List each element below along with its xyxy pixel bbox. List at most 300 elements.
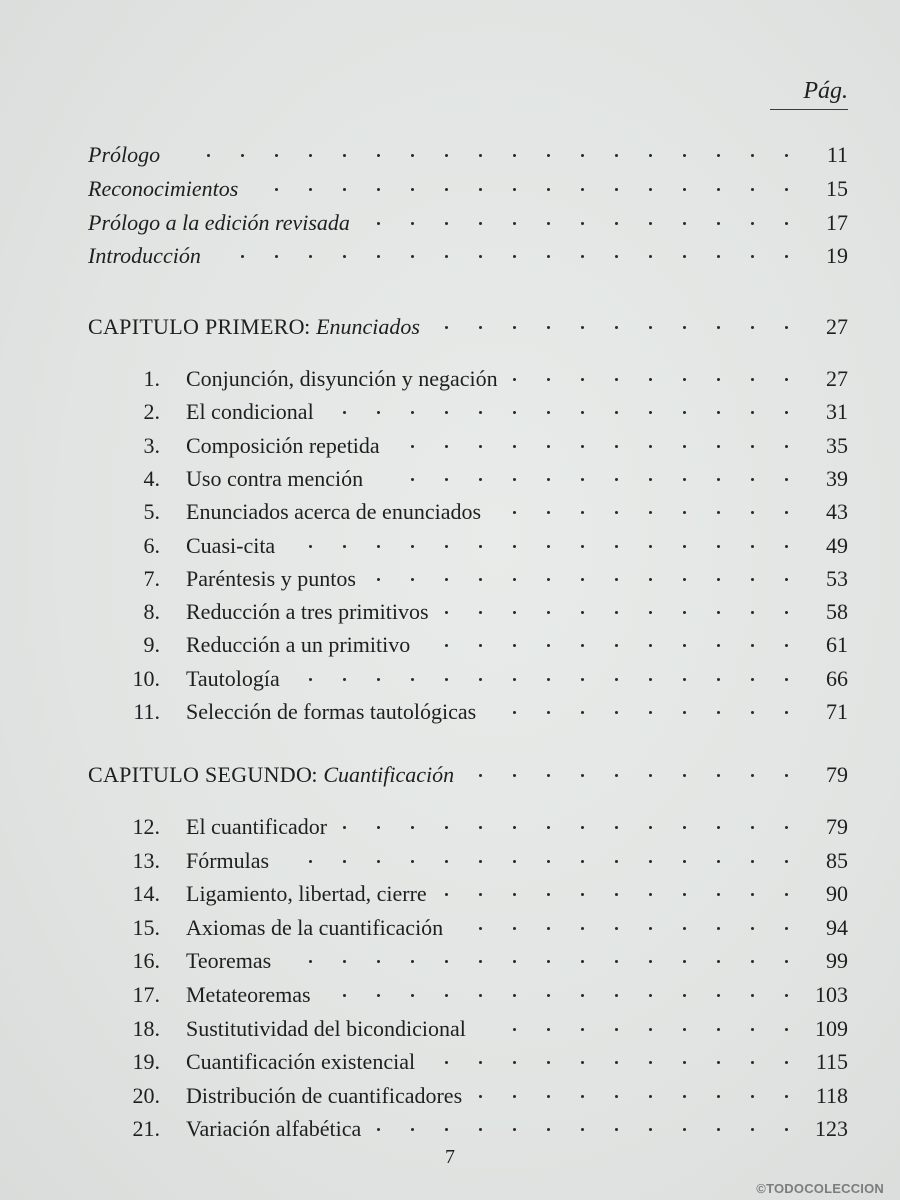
leader-dot: [411, 960, 414, 963]
leader-dot: [547, 578, 550, 581]
leader-dot: [717, 478, 720, 481]
section-title: Teoremas: [186, 948, 272, 973]
leader-dot: [615, 326, 618, 329]
leader-dot: [649, 545, 652, 548]
dot-leader: [0, 664, 900, 694]
leader-dot: [649, 994, 652, 997]
leader-dot: [343, 411, 346, 414]
leader-dot: [785, 1061, 788, 1064]
section-entry[interactable]: [0, 946, 900, 976]
section-entry[interactable]: [0, 397, 900, 427]
leader-dot: [479, 188, 482, 191]
leader-dot: [547, 960, 550, 963]
leader-dot: [411, 1128, 414, 1131]
leader-dot: [513, 378, 516, 381]
leader-dot: [343, 960, 346, 963]
chapter-page: 27: [826, 314, 848, 339]
leader-dot: [547, 1128, 550, 1131]
leader-dot: [581, 927, 584, 930]
leader-dot: [547, 774, 550, 777]
leader-dot: [479, 545, 482, 548]
leader-dot: [717, 893, 720, 896]
leader-dot: [649, 578, 652, 581]
leader-dot: [479, 154, 482, 157]
leader-dot: [343, 860, 346, 863]
section-title: Selección de formas tautológicas: [186, 699, 477, 724]
dot-leader: [0, 1081, 900, 1111]
leader-dot: [649, 774, 652, 777]
section-page: 58: [826, 599, 848, 624]
leader-dot: [683, 826, 686, 829]
leader-dot: [547, 644, 550, 647]
toc-entry-title: Reconocimientos: [88, 176, 239, 201]
leader-dot: [445, 545, 448, 548]
leader-dot: [547, 1095, 550, 1098]
section-page: 61: [826, 632, 848, 657]
leader-dot: [785, 188, 788, 191]
leader-dot: [785, 478, 788, 481]
leader-dot: [649, 378, 652, 381]
dot-leader: [0, 174, 900, 204]
dot-leader: [0, 364, 900, 394]
chapter-colon: :: [304, 314, 311, 339]
leader-dot: [445, 644, 448, 647]
leader-dot: [785, 578, 788, 581]
leader-dot: [615, 255, 618, 258]
leader-dot: [513, 644, 516, 647]
leader-dot: [581, 326, 584, 329]
section-number: 6.: [143, 533, 160, 558]
section-title: El cuantificador: [186, 814, 328, 839]
toc-entry[interactable]: [0, 140, 900, 170]
leader-dot: [241, 154, 244, 157]
section-title: Ligamiento, libertad, cierre: [186, 881, 427, 906]
section-entry[interactable]: [0, 846, 900, 876]
leader-dot: [683, 994, 686, 997]
leader-dot: [445, 578, 448, 581]
leader-dot: [751, 960, 754, 963]
leader-dot: [207, 154, 210, 157]
dot-leader: [0, 140, 900, 170]
leader-dot: [479, 411, 482, 414]
leader-dot: [513, 927, 516, 930]
leader-dot: [717, 927, 720, 930]
section-title: Composición repetida: [186, 433, 380, 458]
leader-dot: [547, 255, 550, 258]
leader-dot: [649, 511, 652, 514]
dot-leader: [0, 531, 900, 561]
section-page: 71: [826, 699, 848, 724]
toc-entry[interactable]: [0, 174, 900, 204]
leader-dot: [445, 255, 448, 258]
section-page: 123: [815, 1116, 848, 1141]
page-column-header: Pág.: [770, 78, 848, 110]
leader-dot: [581, 860, 584, 863]
leader-dot: [343, 994, 346, 997]
leader-dot: [785, 678, 788, 681]
section-number: 20.: [132, 1083, 160, 1108]
chapter-colon: :: [311, 762, 318, 787]
leader-dot: [479, 927, 482, 930]
leader-dot: [343, 545, 346, 548]
section-title: Axiomas de la cuantificación: [186, 915, 444, 940]
leader-dot: [445, 611, 448, 614]
leader-dot: [581, 1095, 584, 1098]
leader-dot: [615, 445, 618, 448]
dot-leader: [0, 760, 900, 790]
leader-dot: [785, 994, 788, 997]
section-entry[interactable]: [0, 913, 900, 943]
leader-dot: [343, 255, 346, 258]
dot-leader: [0, 879, 900, 909]
leader-dot: [411, 578, 414, 581]
chapter-heading[interactable]: [0, 760, 900, 790]
dot-leader: [0, 630, 900, 660]
leader-dot: [615, 545, 618, 548]
section-title: Cuasi-cita: [186, 533, 276, 558]
leader-dot: [649, 711, 652, 714]
leader-dot: [309, 860, 312, 863]
leader-dot: [649, 1061, 652, 1064]
toc-entry-title: Prólogo: [88, 142, 161, 167]
leader-dot: [785, 1028, 788, 1031]
leader-dot: [377, 188, 380, 191]
leader-dot: [785, 960, 788, 963]
section-page: 103: [815, 982, 848, 1007]
leader-dot: [649, 960, 652, 963]
leader-dot: [513, 578, 516, 581]
section-entry[interactable]: [0, 697, 900, 727]
leader-dot: [649, 1095, 652, 1098]
section-number: 5.: [143, 499, 160, 524]
leader-dot: [683, 326, 686, 329]
leader-dot: [513, 545, 516, 548]
leader-dot: [683, 378, 686, 381]
toc-entry-page: 15: [826, 176, 848, 201]
leader-dot: [513, 1095, 516, 1098]
leader-dot: [377, 255, 380, 258]
section-entry[interactable]: [0, 597, 900, 627]
leader-dot: [581, 378, 584, 381]
dot-leader: [0, 980, 900, 1010]
leader-dot: [615, 154, 618, 157]
leader-dot: [751, 826, 754, 829]
leader-dot: [513, 511, 516, 514]
leader-dot: [717, 578, 720, 581]
leader-dot: [479, 644, 482, 647]
leader-dot: [377, 545, 380, 548]
leader-dot: [411, 678, 414, 681]
leader-dot: [615, 826, 618, 829]
leader-dot: [615, 222, 618, 225]
leader-dot: [377, 222, 380, 225]
leader-dot: [479, 578, 482, 581]
section-page: 35: [826, 433, 848, 458]
section-page: 118: [815, 1083, 848, 1108]
leader-dot: [547, 860, 550, 863]
leader-dot: [683, 774, 686, 777]
leader-dot: [649, 644, 652, 647]
leader-dot: [717, 255, 720, 258]
leader-dot: [513, 478, 516, 481]
section-page: 109: [815, 1016, 848, 1041]
leader-dot: [547, 1061, 550, 1064]
section-number: 1.: [143, 366, 160, 391]
section-title: Cuantificación existencial: [186, 1049, 416, 1074]
leader-dot: [513, 678, 516, 681]
leader-dot: [615, 711, 618, 714]
leader-dot: [615, 478, 618, 481]
section-entry[interactable]: [0, 1114, 900, 1144]
section-title: Variación alfabética: [186, 1116, 362, 1141]
section-entry[interactable]: [0, 364, 900, 394]
leader-dot: [717, 154, 720, 157]
leader-dot: [615, 411, 618, 414]
leader-dot: [649, 678, 652, 681]
leader-dot: [309, 188, 312, 191]
leader-dot: [547, 826, 550, 829]
leader-dot: [411, 411, 414, 414]
leader-dot: [377, 860, 380, 863]
leader-dot: [513, 1028, 516, 1031]
leader-dot: [683, 511, 686, 514]
toc-entry-page: 17: [826, 210, 848, 235]
leader-dot: [411, 222, 414, 225]
leader-dot: [445, 222, 448, 225]
leader-dot: [241, 255, 244, 258]
leader-dot: [547, 378, 550, 381]
dot-leader: [0, 946, 900, 976]
section-page: 39: [826, 466, 848, 491]
leader-dot: [479, 826, 482, 829]
leader-dot: [615, 1095, 618, 1098]
leader-dot: [683, 1095, 686, 1098]
leader-dot: [785, 1095, 788, 1098]
leader-dot: [717, 644, 720, 647]
section-title: Reducción a tres primitivos: [186, 599, 429, 624]
leader-dot: [309, 678, 312, 681]
leader-dot: [309, 255, 312, 258]
section-entry[interactable]: [0, 812, 900, 842]
leader-dot: [343, 826, 346, 829]
leader-dot: [411, 826, 414, 829]
leader-dot: [445, 478, 448, 481]
toc-entry[interactable]: [0, 208, 900, 238]
leader-dot: [785, 826, 788, 829]
leader-dot: [547, 511, 550, 514]
dot-leader: [0, 812, 900, 842]
leader-dot: [581, 1128, 584, 1131]
leader-dot: [683, 611, 686, 614]
leader-dot: [717, 960, 720, 963]
leader-dot: [479, 860, 482, 863]
leader-dot: [649, 188, 652, 191]
leader-dot: [581, 893, 584, 896]
leader-dot: [785, 511, 788, 514]
leader-dot: [717, 860, 720, 863]
leader-dot: [717, 711, 720, 714]
leader-dot: [751, 545, 754, 548]
leader-dot: [615, 378, 618, 381]
leader-dot: [615, 644, 618, 647]
leader-dot: [513, 860, 516, 863]
section-page: 79: [826, 814, 848, 839]
leader-dot: [309, 960, 312, 963]
chapter-heading[interactable]: [0, 312, 900, 342]
leader-dot: [785, 611, 788, 614]
leader-dot: [581, 1028, 584, 1031]
section-number: 12.: [132, 814, 160, 839]
leader-dot: [581, 188, 584, 191]
section-page: 94: [826, 915, 848, 940]
section-number: 17.: [132, 982, 160, 1007]
leader-dot: [649, 326, 652, 329]
section-number: 15.: [132, 915, 160, 940]
section-entry[interactable]: [0, 464, 900, 494]
toc-entry-page: 11: [826, 142, 848, 167]
leader-dot: [581, 711, 584, 714]
leader-dot: [275, 255, 278, 258]
leader-dot: [751, 578, 754, 581]
leader-dot: [547, 326, 550, 329]
section-number: 13.: [132, 848, 160, 873]
leader-dot: [717, 1028, 720, 1031]
section-number: 16.: [132, 948, 160, 973]
leader-dot: [581, 511, 584, 514]
leader-dot: [547, 927, 550, 930]
leader-dot: [683, 478, 686, 481]
section-title: Reducción a un primitivo: [186, 632, 411, 657]
leader-dot: [377, 411, 380, 414]
leader-dot: [445, 1061, 448, 1064]
leader-dot: [411, 154, 414, 157]
dot-leader: [0, 597, 900, 627]
leader-dot: [615, 188, 618, 191]
leader-dot: [547, 478, 550, 481]
leader-dot: [649, 860, 652, 863]
section-number: 10.: [132, 666, 160, 691]
leader-dot: [751, 188, 754, 191]
leader-dot: [479, 222, 482, 225]
toc-entry-page: 19: [826, 243, 848, 268]
section-entry[interactable]: [0, 630, 900, 660]
leader-dot: [751, 774, 754, 777]
leader-dot: [581, 1061, 584, 1064]
section-entry[interactable]: [0, 497, 900, 527]
leader-dot: [717, 826, 720, 829]
leader-dot: [615, 511, 618, 514]
leader-dot: [649, 927, 652, 930]
dot-leader: [0, 697, 900, 727]
leader-dot: [649, 826, 652, 829]
leader-dot: [751, 860, 754, 863]
leader-dot: [581, 445, 584, 448]
section-entry[interactable]: [0, 531, 900, 561]
section-entry[interactable]: [0, 879, 900, 909]
leader-dot: [649, 893, 652, 896]
section-entry[interactable]: [0, 980, 900, 1010]
leader-dot: [785, 1128, 788, 1131]
leader-dot: [649, 255, 652, 258]
leader-dot: [479, 1061, 482, 1064]
watermark-logo: ©TODOCOLECCION: [756, 1181, 884, 1196]
dot-leader: [0, 208, 900, 238]
leader-dot: [785, 378, 788, 381]
section-number: 4.: [143, 466, 160, 491]
dot-leader: [0, 464, 900, 494]
section-page: 31: [826, 399, 848, 424]
leader-dot: [411, 545, 414, 548]
page-number: 7: [445, 1146, 455, 1168]
leader-dot: [445, 994, 448, 997]
leader-dot: [445, 826, 448, 829]
leader-dot: [445, 445, 448, 448]
leader-dot: [513, 960, 516, 963]
leader-dot: [785, 445, 788, 448]
dot-leader: [0, 241, 900, 271]
leader-dot: [513, 1061, 516, 1064]
leader-dot: [751, 644, 754, 647]
leader-dot: [581, 774, 584, 777]
leader-dot: [785, 326, 788, 329]
leader-dot: [683, 545, 686, 548]
section-entry[interactable]: [0, 431, 900, 461]
leader-dot: [683, 644, 686, 647]
leader-dot: [581, 826, 584, 829]
leader-dot: [479, 445, 482, 448]
leader-dot: [717, 378, 720, 381]
leader-dot: [377, 1128, 380, 1131]
chapter-label: CAPITULO SEGUNDO: [88, 762, 313, 787]
leader-dot: [513, 188, 516, 191]
section-entry[interactable]: [0, 1081, 900, 1111]
leader-dot: [479, 893, 482, 896]
leader-dot: [751, 994, 754, 997]
leader-dot: [581, 611, 584, 614]
chapter-title: Cuantificación: [323, 762, 455, 787]
leader-dot: [751, 378, 754, 381]
leader-dot: [547, 445, 550, 448]
leader-dot: [445, 411, 448, 414]
section-entry[interactable]: [0, 564, 900, 594]
toc-entry[interactable]: [0, 241, 900, 271]
dot-leader: [0, 431, 900, 461]
leader-dot: [785, 774, 788, 777]
section-page: 27: [826, 366, 848, 391]
leader-dot: [717, 1061, 720, 1064]
leader-dot: [309, 545, 312, 548]
leader-dot: [649, 222, 652, 225]
section-entry[interactable]: [0, 1014, 900, 1044]
leader-dot: [343, 188, 346, 191]
leader-dot: [581, 222, 584, 225]
chapter-page: 79: [826, 762, 848, 787]
section-title: Fórmulas: [186, 848, 270, 873]
leader-dot: [717, 611, 720, 614]
leader-dot: [513, 154, 516, 157]
leader-dot: [513, 611, 516, 614]
section-entry[interactable]: [0, 1047, 900, 1077]
leader-dot: [479, 994, 482, 997]
leader-dot: [377, 154, 380, 157]
leader-dot: [275, 188, 278, 191]
leader-dot: [547, 545, 550, 548]
section-title: Conjunción, disyunción y negación: [186, 366, 498, 391]
leader-dot: [445, 893, 448, 896]
leader-dot: [513, 826, 516, 829]
leader-dot: [479, 611, 482, 614]
section-entry[interactable]: [0, 664, 900, 694]
